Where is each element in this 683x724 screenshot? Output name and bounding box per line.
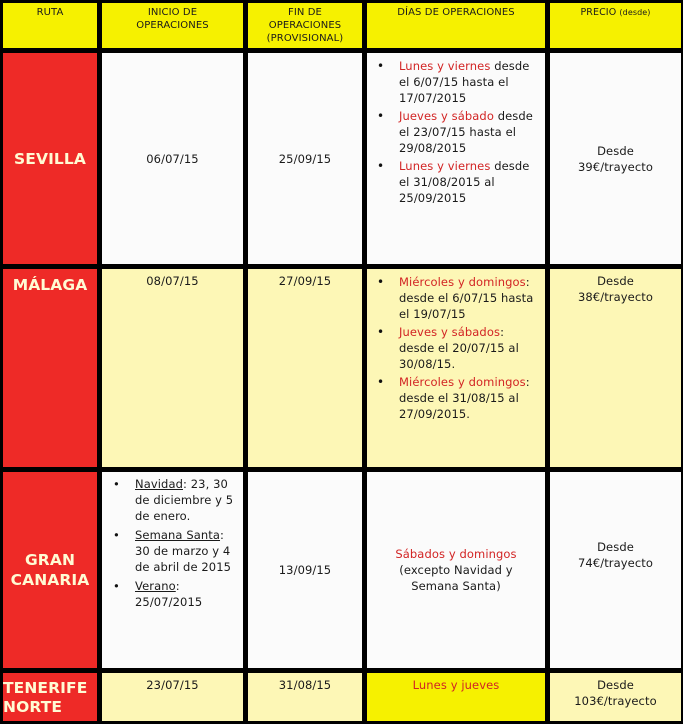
days-highlight: Lunes y viernes (399, 59, 491, 73)
price-malaga (547, 266, 683, 470)
start-sevilla: 06/07/15 (99, 50, 246, 267)
days-malaga (364, 266, 548, 470)
days-highlight: Lunes y jueves (412, 678, 500, 692)
price-label: Desde (597, 274, 634, 288)
period-detail: : 23, 30 de diciembre y 5 de enero. (135, 477, 234, 523)
days-detail: desde el 6/07/15 hasta el 17/07/2015 (399, 59, 530, 105)
header-price-label: PRECIO (580, 7, 617, 18)
header-end: FIN DE OPERACIONES (PROVISIONAL) (245, 0, 365, 51)
route-tenerife-norte (0, 670, 100, 724)
days-detail: : desde el 6/07/15 hasta el 19/07/15 (399, 275, 534, 321)
end-gran-canaria: 13/09/15 (245, 469, 365, 671)
route-line: CANARIA (10, 571, 90, 589)
days-highlight: Miércoles y domingos (399, 375, 526, 389)
days-detail: desde el 31/08/2015 al 25/09/2015 (399, 159, 530, 205)
days-tenerife-norte (364, 670, 548, 724)
days-detail: desde el 23/07/15 hasta el 29/08/2015 (399, 109, 533, 155)
price-value: 103€/trayecto (574, 694, 657, 708)
price-value: 38€/trayecto (577, 290, 654, 304)
price-gran-canaria (547, 469, 683, 671)
days-item (399, 58, 539, 106)
route-line: GRAN (24, 551, 76, 569)
days-highlight: Lunes y viernes (399, 159, 491, 173)
price-sevilla (547, 50, 683, 267)
period-item (135, 527, 239, 575)
days-highlight: Jueves y sábados (399, 325, 501, 339)
days-detail: : desde el 20/07/15 al 30/08/15. (399, 325, 519, 371)
period-item (135, 476, 239, 524)
period-item (135, 578, 239, 610)
end-malaga: 27/09/15 (245, 266, 365, 470)
header-price (547, 0, 683, 51)
period-detail: : 30 de marzo y 4 de abril de 2015 (135, 528, 232, 574)
header-days: DÍAS DE OPERACIONES (364, 0, 548, 51)
days-item (399, 374, 539, 422)
days-item (399, 108, 539, 156)
start-tenerife-norte: 23/07/15 (99, 670, 246, 724)
price-tenerife-norte (547, 670, 683, 724)
price-value: 74€/trayecto (577, 556, 654, 570)
route-line: TENERIFE (3, 678, 88, 697)
route-malaga: MÁLAGA (0, 266, 100, 470)
price-label: Desde (597, 678, 634, 692)
period-label: Semana Santa (135, 528, 221, 542)
start-gran-canaria (99, 469, 246, 671)
price-label: Desde (597, 143, 634, 158)
days-item (399, 274, 539, 322)
route-line: NORTE (3, 697, 63, 716)
days-highlight: Sábados y domingos (395, 547, 517, 561)
days-sevilla (364, 50, 548, 267)
header-start: INICIO DE OPERACIONES (99, 0, 246, 51)
route-sevilla: SEVILLA (0, 50, 100, 267)
end-tenerife-norte: 31/08/15 (245, 670, 365, 724)
days-item (399, 158, 539, 206)
end-sevilla: 25/09/15 (245, 50, 365, 267)
price-label: Desde (597, 540, 634, 554)
days-gran-canaria (364, 469, 548, 671)
header-route: RUTA (0, 0, 100, 51)
period-label: Navidad (135, 477, 183, 491)
start-malaga: 08/07/15 (99, 266, 246, 470)
days-item (399, 324, 539, 372)
days-detail: : desde el 31/08/15 al 27/09/2015. (399, 375, 530, 421)
price-value: 39€/trayecto (577, 159, 654, 174)
period-detail: : 25/07/2015 (135, 579, 203, 609)
days-detail: (excepto Navidad y Semana Santa) (399, 563, 513, 593)
days-highlight: Jueves y sábado (399, 109, 494, 123)
days-highlight: Miércoles y domingos (399, 275, 526, 289)
route-gran-canaria (0, 469, 100, 671)
period-label: Verano (135, 579, 176, 593)
header-price-note: (desde) (619, 8, 651, 17)
